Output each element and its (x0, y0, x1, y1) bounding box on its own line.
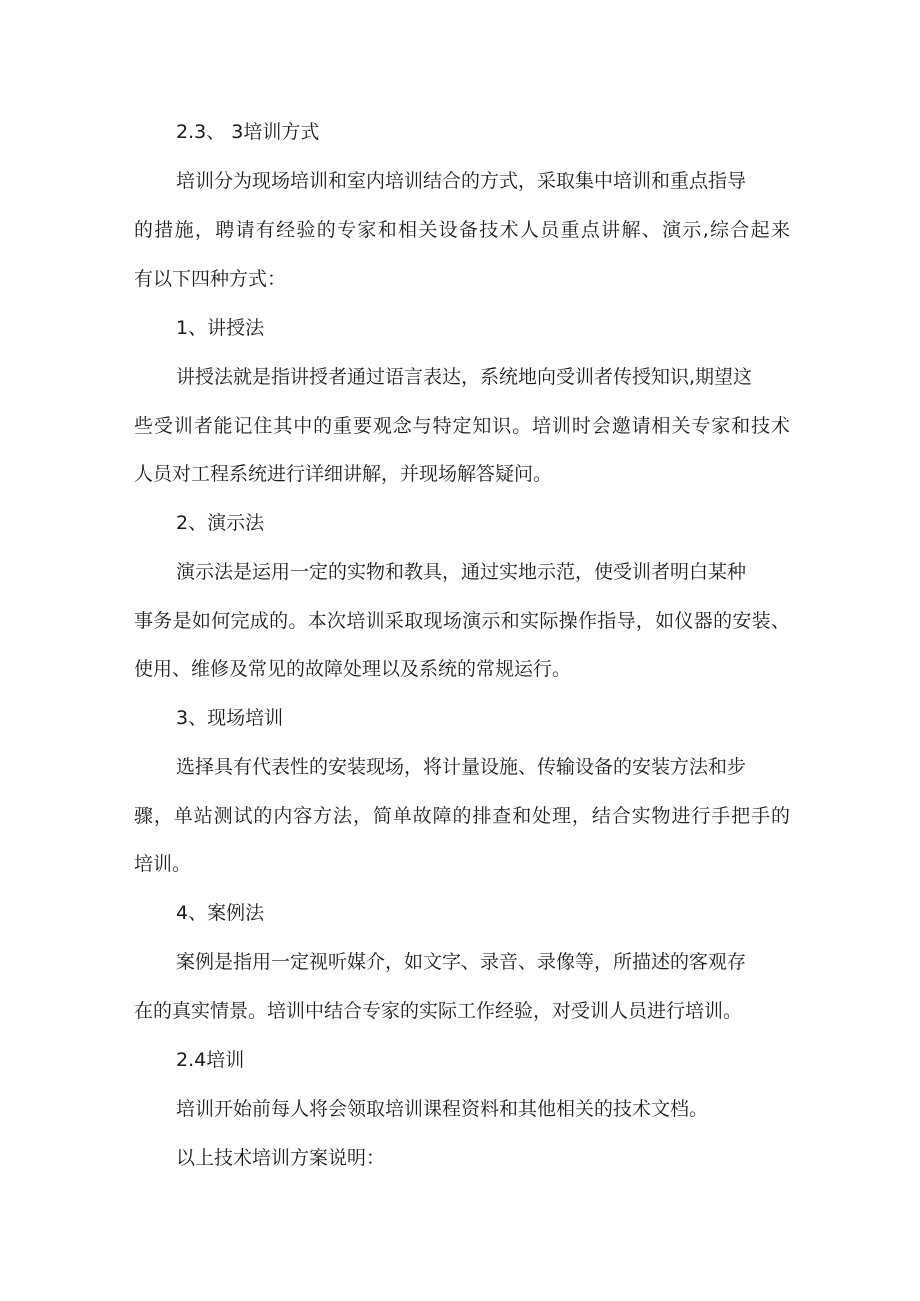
section-2-4-text: 培训开始前每人将会领取培训课程资料和其他相关的技术文档。 (176, 1098, 709, 1120)
method-2-line-1: 演示法是运用一定的实物和教具，通过实地示范，使受训者明白某种 (176, 561, 747, 583)
intro-line-2: 的措施，聘请有经验的专家和相关设备技术人员重点讲解、演示,综合起来 (134, 219, 790, 241)
method-2-heading: 2、演示法 (176, 512, 265, 534)
method-4-line-1: 案例是指用一定视听媒介，如文字、录音、录像等，所描述的客观存 (176, 951, 747, 973)
method-2-line-2: 事务是如何完成的。本次培训采取现场演示和实际操作指导，如仪器的安装、 (134, 610, 790, 632)
method-4-heading: 4、案例法 (176, 902, 265, 924)
intro-line-3: 有以下四种方式： (134, 268, 287, 290)
method-1-line-3: 人员对工程系统进行详细讲解，并现场解答疑问。 (134, 463, 553, 485)
section-2-4-heading: 2.4培训 (176, 1049, 245, 1071)
intro-line-1: 培训分为现场培训和室内培训结合的方式，采取集中培训和重点指导 (176, 170, 747, 192)
method-3-heading: 3、现场培训 (176, 707, 284, 729)
method-2-line-3: 使用、维修及常见的故障处理以及系统的常规运行。 (134, 658, 572, 680)
method-1-line-1: 讲授法就是指讲授者通过语言表达，系统地向受训者传授知识,期望这 (176, 366, 753, 388)
method-3-line-3: 培训。 (134, 853, 192, 875)
method-1-heading: 1、讲授法 (176, 317, 265, 339)
method-4-line-2: 在的真实情景。培训中结合专家的实际工作经验，对受训人员进行培训。 (134, 1000, 743, 1022)
method-1-line-2: 些受训者能记住其中的重要观念与特定知识。培训时会邀请相关专家和技术 (134, 415, 790, 437)
closing-line: 以上技术培训方案说明： (176, 1147, 386, 1169)
method-3-line-1: 选择具有代表性的安装现场，将计量设施、传输设备的安装方法和步 (176, 756, 747, 778)
section-2-3-heading: 2.3、 3培训方式 (176, 121, 320, 143)
method-3-line-2: 骤，单站测试的内容方法，简单故障的排查和处理，结合实物进行手把手的 (134, 805, 790, 827)
